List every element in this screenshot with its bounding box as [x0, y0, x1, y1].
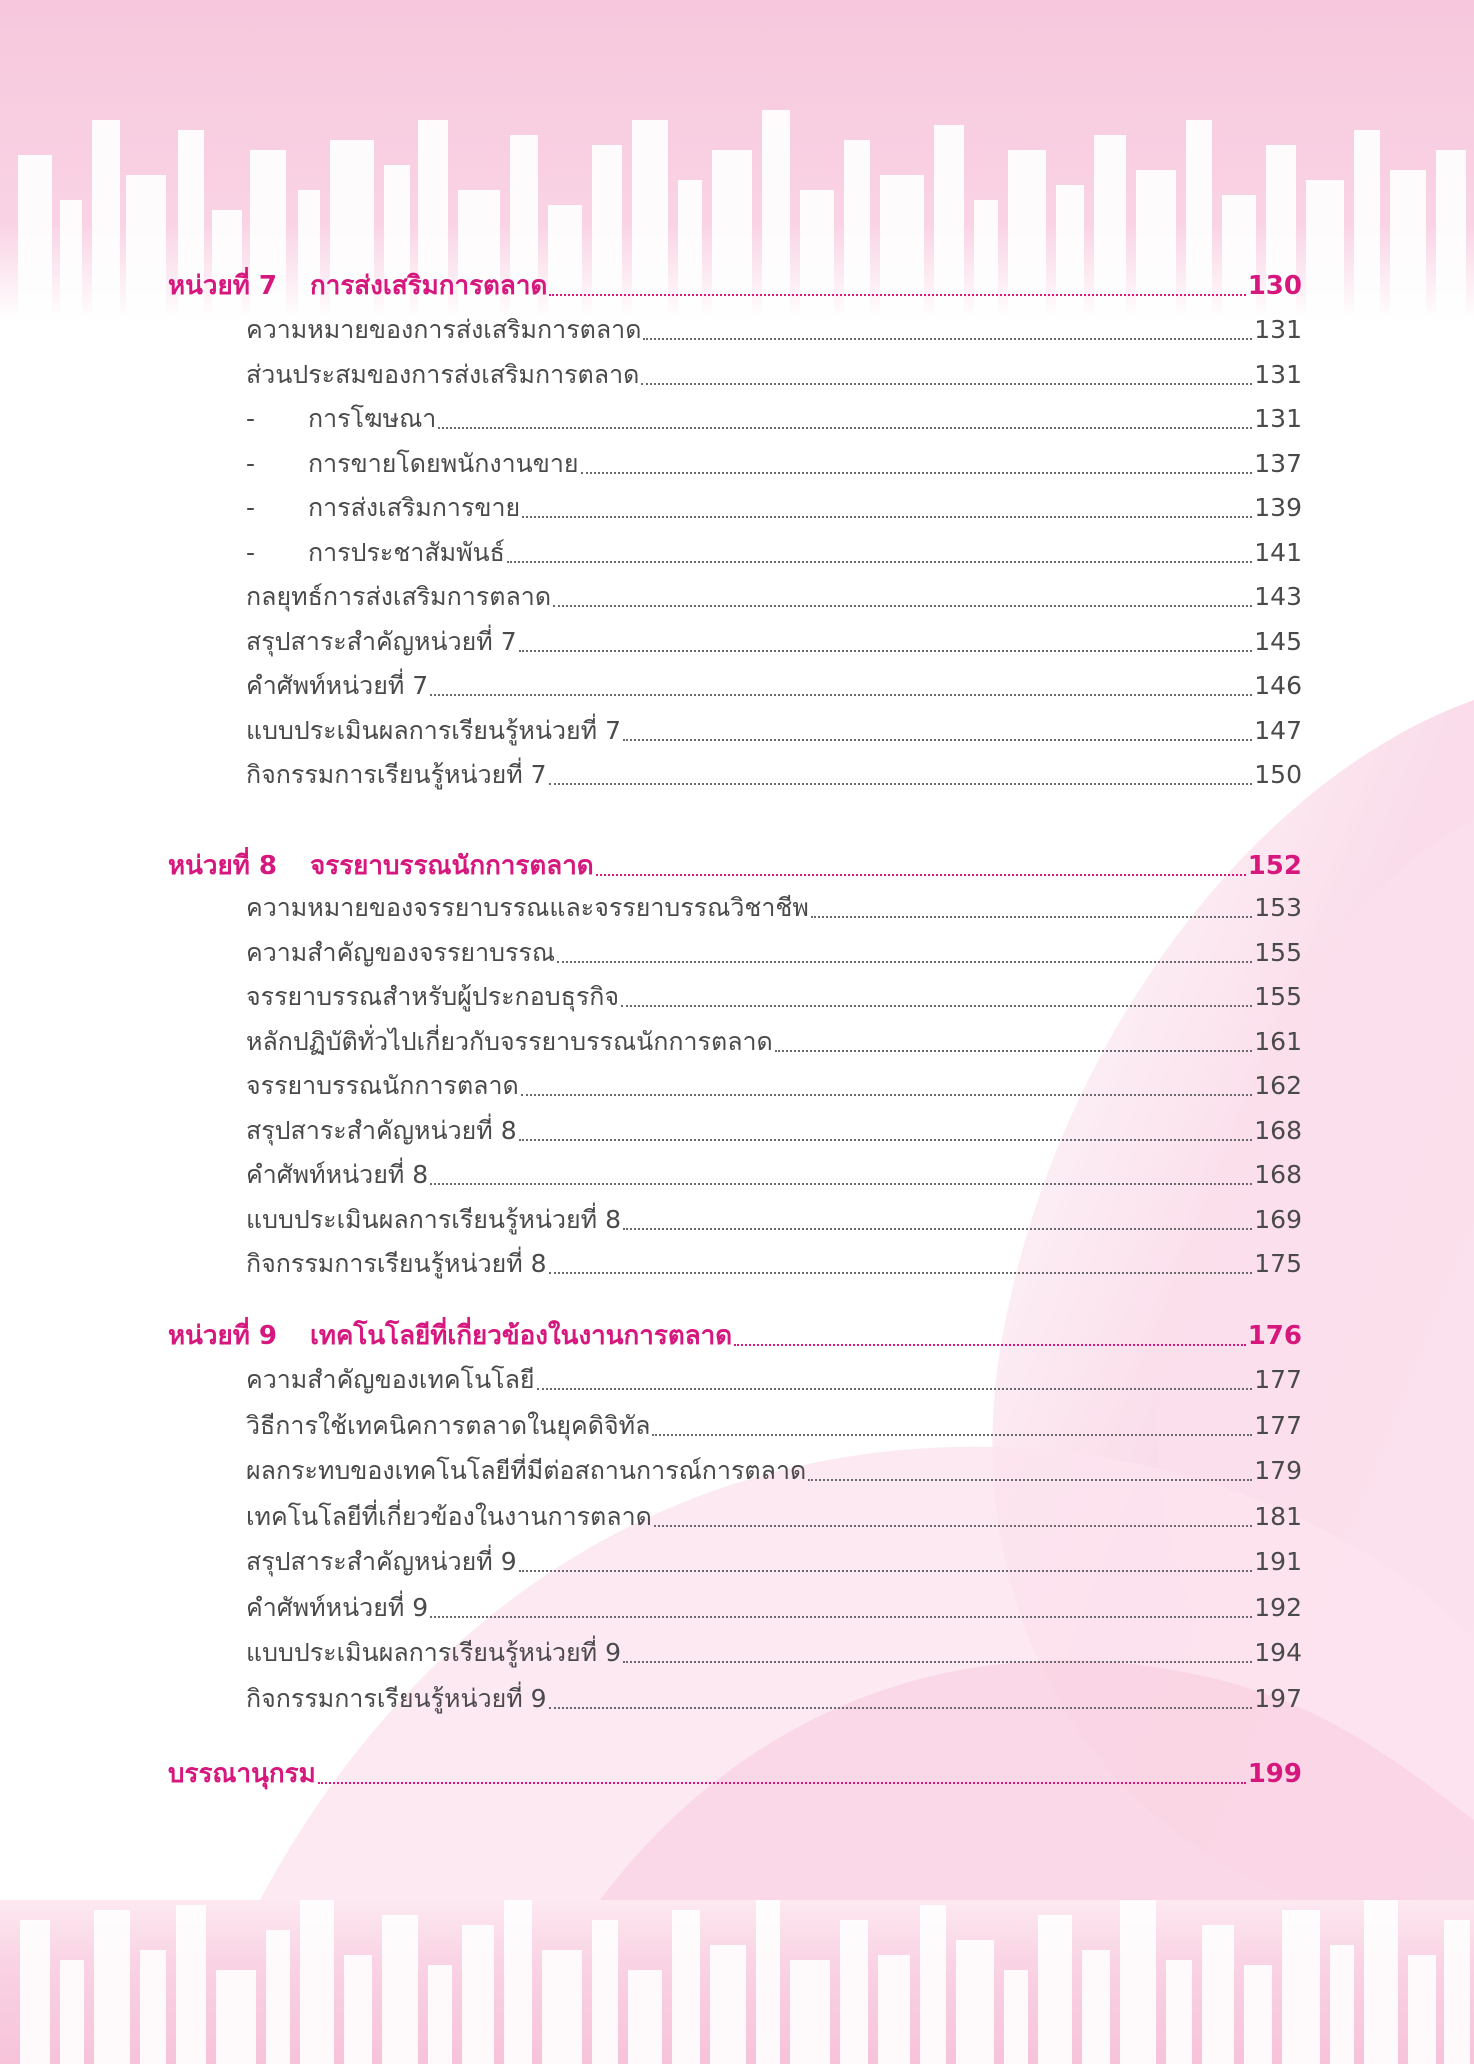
toc-entry-label [246, 535, 505, 571]
page-number: 131 [1254, 315, 1302, 344]
toc-entry[interactable] [246, 1068, 1302, 1104]
toc-entry-text: ส่วนประสมของการส่งเสริมการตลาด [246, 360, 640, 389]
toc-entry[interactable] [246, 1544, 1302, 1580]
dot-leader [643, 338, 1252, 340]
page-number: 130 [1247, 271, 1302, 301]
toc-entry-text: การส่งเสริมการขาย [308, 493, 521, 522]
dot-leader [623, 1228, 1252, 1230]
toc-entry[interactable] [246, 890, 1302, 926]
page-number: 168 [1254, 1116, 1302, 1145]
toc-entry-text: ความหมายของจรรยาบรรณและจรรยาบรรณวิชาชีพ [246, 893, 809, 922]
list-bullet: - [246, 493, 256, 522]
list-bullet: - [246, 449, 256, 478]
toc-entry-label [246, 1635, 621, 1671]
page-number: 181 [1254, 1502, 1302, 1531]
dot-leader [430, 694, 1252, 696]
toc-entry-label [246, 579, 551, 615]
toc-entry-text: การขายโดยพนักงานขาย [308, 449, 579, 478]
dot-leader [537, 1388, 1253, 1390]
toc-entry[interactable] [246, 979, 1302, 1015]
toc-entry[interactable] [246, 1113, 1302, 1149]
list-bullet: - [246, 538, 256, 567]
dot-leader [581, 472, 1253, 474]
page-number: 191 [1254, 1547, 1302, 1576]
page-number: 141 [1254, 538, 1302, 567]
toc-entry-label [246, 668, 428, 704]
toc-entry-label [246, 1113, 517, 1149]
page-number: 145 [1254, 627, 1302, 656]
toc-entry-label [246, 1590, 428, 1626]
toc-entry-label [246, 979, 619, 1015]
toc-entry-text: แบบประเมินผลการเรียนรู้หน่วยที่ 9 [246, 1638, 621, 1667]
toc-entry-label [246, 1544, 517, 1580]
dot-leader [549, 294, 1245, 296]
page-number: 168 [1254, 1160, 1302, 1189]
page-number: 153 [1254, 893, 1302, 922]
dot-leader [596, 874, 1246, 876]
unit-title: จรรยาบรรณนักการตลาด [310, 851, 594, 881]
page-number: 155 [1254, 982, 1302, 1011]
dot-leader [811, 916, 1252, 918]
toc-entry-label [246, 890, 809, 926]
toc-entry-text: กิจกรรมการเรียนรู้หน่วยที่ 7 [246, 760, 547, 789]
toc-entry-label [246, 1499, 652, 1535]
page-number: 192 [1254, 1593, 1302, 1622]
page-number: 194 [1254, 1638, 1302, 1667]
page-number: 131 [1254, 360, 1302, 389]
dot-leader [553, 605, 1252, 607]
dot-leader [430, 1616, 1252, 1618]
unit-heading-label [168, 268, 547, 304]
toc-entry-text: สรุปสาระสำคัญหน่วยที่ 7 [246, 627, 517, 656]
toc-unit-heading[interactable] [168, 848, 1302, 884]
toc-entry[interactable] [246, 357, 1302, 393]
page-number: 161 [1254, 1027, 1302, 1056]
unit-title: เทคโนโลยีที่เกี่ยวข้องในงานการตลาด [310, 1321, 733, 1351]
page-number: 199 [1247, 1759, 1302, 1789]
toc-entry-label [246, 935, 555, 971]
toc-entry[interactable] [246, 1202, 1302, 1238]
toc-entry-text: จรรยาบรรณนักการตลาด [246, 1071, 519, 1100]
page-number: 179 [1254, 1456, 1302, 1485]
toc-entry-text: ความหมายของการส่งเสริมการตลาด [246, 315, 642, 344]
toc-entry[interactable] [246, 1362, 1302, 1398]
page-number: 177 [1254, 1365, 1302, 1394]
toc-bibliography-entry[interactable] [168, 1756, 1302, 1792]
toc-entry-label [246, 1024, 773, 1060]
toc-entry-text: ความสำคัญของเทคโนโลยี [246, 1365, 535, 1394]
toc-entry[interactable] [246, 579, 1302, 615]
toc-entry[interactable] [246, 1681, 1302, 1717]
dot-leader [507, 561, 1252, 563]
dot-leader [519, 650, 1253, 652]
list-bullet: - [246, 404, 256, 433]
toc-entry-label [246, 1408, 650, 1444]
dot-leader [623, 739, 1252, 741]
toc-entry-label [246, 446, 579, 482]
toc-entry-text: การประชาสัมพันธ์ [308, 538, 505, 567]
page-number: 131 [1254, 404, 1302, 433]
toc-entry[interactable] [246, 490, 1302, 526]
toc-entry[interactable] [246, 757, 1302, 793]
toc-entry[interactable] [246, 1024, 1302, 1060]
page-number: 143 [1254, 582, 1302, 611]
toc-entry-label [246, 357, 639, 393]
page-number: 169 [1254, 1205, 1302, 1234]
toc-entry[interactable] [246, 668, 1302, 704]
toc-entry-label [246, 1202, 621, 1238]
dot-leader [549, 1707, 1253, 1709]
dot-leader [623, 1661, 1252, 1663]
dot-leader [557, 961, 1252, 963]
toc-entry-label [246, 312, 641, 348]
dot-leader [775, 1050, 1252, 1052]
toc-entry[interactable] [246, 401, 1302, 437]
toc-entry[interactable] [246, 935, 1302, 971]
toc-entry-label [246, 1362, 535, 1398]
toc-entry[interactable] [246, 1590, 1302, 1626]
toc-entry-text: กิจกรรมการเรียนรู้หน่วยที่ 8 [246, 1249, 547, 1278]
toc-entry-label [246, 1068, 519, 1104]
toc-entry-label [246, 1246, 547, 1282]
unit-number: หน่วยที่ 8 [168, 851, 278, 881]
unit-number: หน่วยที่ 9 [168, 1321, 278, 1351]
toc-entry-text: คำศัพท์หน่วยที่ 8 [246, 1160, 429, 1189]
toc-entry-label [246, 1157, 428, 1193]
unit-number: หน่วยที่ 7 [168, 271, 278, 301]
toc-entry-label [246, 1681, 547, 1717]
unit-title: การส่งเสริมการตลาด [310, 271, 548, 301]
toc-entry[interactable] [246, 713, 1302, 749]
page-number: 175 [1254, 1249, 1302, 1278]
page-number: 137 [1254, 449, 1302, 478]
toc-entry[interactable] [246, 1453, 1302, 1489]
page-number: 139 [1254, 493, 1302, 522]
page-number: 146 [1254, 671, 1302, 700]
dot-leader [641, 383, 1252, 385]
page-number: 155 [1254, 938, 1302, 967]
toc-entry-text: กิจกรรมการเรียนรู้หน่วยที่ 9 [246, 1684, 547, 1713]
page-number: 152 [1247, 851, 1302, 881]
toc-entry-text: แบบประเมินผลการเรียนรู้หน่วยที่ 7 [246, 716, 621, 745]
toc-entry[interactable] [246, 535, 1302, 571]
page-number: 177 [1254, 1411, 1302, 1440]
toc-entry-label [246, 1453, 806, 1489]
dot-leader [522, 516, 1252, 518]
dot-leader [652, 1434, 1252, 1436]
toc-entry-label [246, 713, 621, 749]
toc-entry[interactable] [246, 1635, 1302, 1671]
unit-heading-label [168, 848, 594, 884]
dot-leader [519, 1139, 1253, 1141]
page-number: 147 [1254, 716, 1302, 745]
dot-leader [521, 1094, 1253, 1096]
toc-entry[interactable] [246, 1157, 1302, 1193]
dot-leader [734, 1344, 1246, 1346]
toc-entry-text: สรุปสาระสำคัญหน่วยที่ 8 [246, 1116, 517, 1145]
dot-leader [654, 1525, 1252, 1527]
toc-entry-text: จรรยาบรรณสำหรับผู้ประกอบธุรกิจ [246, 982, 620, 1011]
dot-leader [621, 1005, 1252, 1007]
toc-entry[interactable] [246, 312, 1302, 348]
page-number: 162 [1254, 1071, 1302, 1100]
toc-entry-text: หลักปฏิบัติทั่วไปเกี่ยวกับจรรยาบรรณนักการตลาด [246, 1027, 773, 1056]
dot-leader [808, 1479, 1252, 1481]
unit-heading-label [168, 1318, 732, 1354]
dot-leader [549, 1272, 1253, 1274]
toc-entry[interactable] [246, 1408, 1302, 1444]
toc-entry-text: การโฆษณา [308, 404, 437, 433]
toc-unit-heading[interactable] [168, 268, 1302, 304]
dot-leader [430, 1183, 1252, 1185]
toc-unit-heading[interactable] [168, 1318, 1302, 1354]
toc-entry-text: เทคโนโลยีที่เกี่ยวข้องในงานการตลาด [246, 1502, 652, 1531]
toc-entry-label [246, 490, 520, 526]
page-number: 150 [1254, 760, 1302, 789]
dot-leader [318, 1782, 1246, 1784]
toc-entry-text: วิธีการใช้เทคนิคการตลาดในยุคดิจิทัล [246, 1411, 651, 1440]
toc-entry[interactable] [246, 1499, 1302, 1535]
toc-entry-label [246, 401, 436, 437]
toc-entry-text: กลยุทธ์การส่งเสริมการตลาด [246, 582, 552, 611]
toc-entry[interactable] [246, 1246, 1302, 1282]
toc-entry-text: สรุปสาระสำคัญหน่วยที่ 9 [246, 1547, 517, 1576]
page-number: 197 [1254, 1684, 1302, 1713]
toc-entry-text: ผลกระทบของเทคโนโลยีที่มีต่อสถานการณ์การตลาด [246, 1456, 807, 1485]
toc-entry-text: คำศัพท์หน่วยที่ 7 [246, 671, 429, 700]
toc-entry[interactable] [246, 446, 1302, 482]
toc-entry-text: ความสำคัญของจรรยาบรรณ [246, 938, 556, 967]
page-number: 176 [1247, 1321, 1302, 1351]
toc-entry-label [246, 624, 517, 660]
bibliography-label: บรรณานุกรม [168, 1759, 316, 1789]
dot-leader [549, 783, 1253, 785]
dot-leader [438, 427, 1252, 429]
toc-entry-text: คำศัพท์หน่วยที่ 9 [246, 1593, 429, 1622]
toc-entry[interactable] [246, 624, 1302, 660]
dot-leader [519, 1570, 1253, 1572]
toc-entry-text: แบบประเมินผลการเรียนรู้หน่วยที่ 8 [246, 1205, 621, 1234]
toc-entry-label [246, 757, 547, 793]
